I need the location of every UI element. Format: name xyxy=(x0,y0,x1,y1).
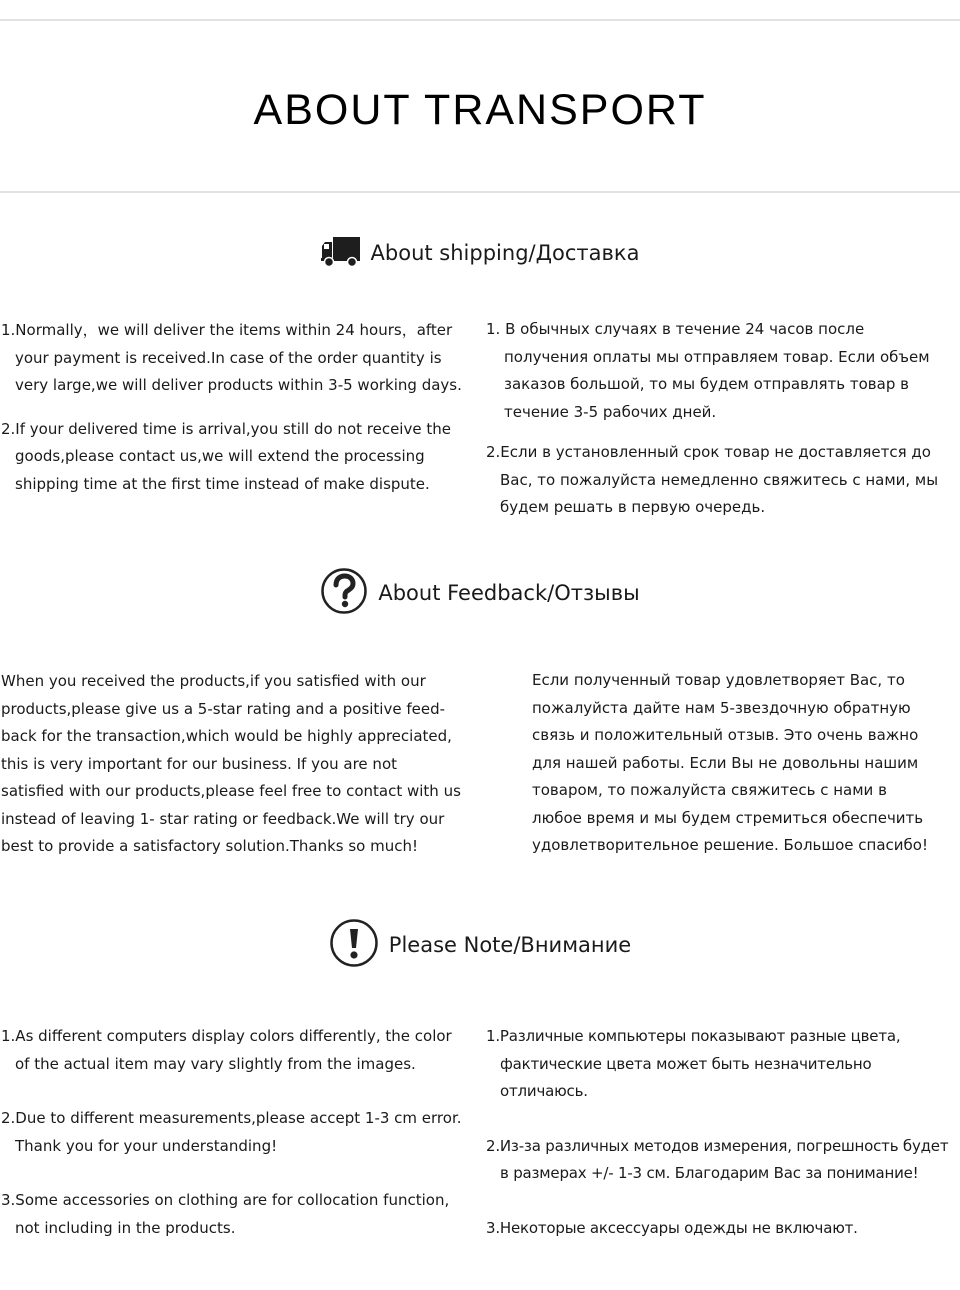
feedback-header xyxy=(0,567,960,619)
title-divider xyxy=(0,191,960,193)
note-en-item-1: 1.As different computers display colors differently, the color of the actual item may vary slightly from the images. xyxy=(1,1027,452,1073)
top-divider xyxy=(0,19,960,21)
note-title: Please Note/Внимание xyxy=(388,933,632,957)
page-title: ABOUT TRANSPORT xyxy=(253,86,707,134)
exclamation-icon xyxy=(329,918,379,972)
note-en-column xyxy=(1,1023,465,1242)
question-mark-icon xyxy=(320,567,368,619)
truck-icon xyxy=(321,234,361,272)
note-header xyxy=(0,918,960,972)
shipping-en-column xyxy=(1,317,465,498)
shipping-ru-item-2: 2.Если в установленный срок товар не доставляется до Вас, то пожалуйста немедленно свяжитесь с нами, мы будем решать в первую очередь. xyxy=(486,443,939,516)
feedback-title: About Feedback/Отзывы xyxy=(378,581,640,605)
feedback-en-column xyxy=(1,668,463,861)
shipping-header xyxy=(0,233,960,273)
feedback-ru-column xyxy=(532,667,930,860)
note-ru-item-1: 1.Различные компьютеры показывают разные цвета, фактические цвета может быть незначительно отличаюсь. xyxy=(486,1027,901,1100)
feedback-ru-text: Если полученный товар удовлетворяет Вас, то пожалуйста дайте нам 5-звездочную обратную связь и положительный отзыв. Это очень важно для нашей работы. Если Вы не довольны нашим товаром, то пожалуйста свяжитесь с нами в любое время и мы будем стремиться обеспечить удовлетворительное решение. Большое спасибо! xyxy=(532,671,928,854)
shipping-title: About shipping/Доставка xyxy=(370,241,640,265)
note-ru-column xyxy=(486,1023,960,1242)
note-ru-item-2: 2.Из-за различных методов измерения, погрешность будет в размерах +/- 1-3 см. Благодарим Вас за понимание! xyxy=(486,1136,949,1182)
note-en-item-3: 3.Some accessories on clothing are for collocation function, not including in the products. xyxy=(1,1191,450,1237)
shipping-ru-column xyxy=(486,316,940,522)
shipping-en-item-1: 1.Normally，we will deliver the items within 24 hours，after your payment is received.In case of the order quantity is very large,we will deliver products within 3-5 working days. xyxy=(1,321,462,394)
shipping-en-item-2: 2.If your delivered time is arrival,you still do not receive the goods,please contact us,we will extend the processing shipping time at the first time instead of make dispute. xyxy=(1,419,451,493)
feedback-en-text: When you received the products,if you satisfied with our products,please give us a 5-star rating and a positive feed-back for the transaction,which would be highly appreciated, this is very important for our business. If you are not satisfied with our products,please feel free to contact with us instead of leaving 1- star rating or feedback.We will try our best to provide a satisfactory solution.Thanks so much! xyxy=(1,672,461,855)
shipping-ru-item-1: 1. В обычных случаях в течение 24 часов после получения оплаты мы отправляем товар. Если объем заказов большой, то мы будем отправлять товар в течение 3-5 рабочих дней. xyxy=(486,320,930,421)
note-ru-item-3: 3.Некоторые аксессуары одежды не включают. xyxy=(486,1218,858,1237)
note-en-item-2: 2.Due to different measurements,please accept 1-3 cm error. Thank you for your understanding! xyxy=(1,1109,462,1155)
